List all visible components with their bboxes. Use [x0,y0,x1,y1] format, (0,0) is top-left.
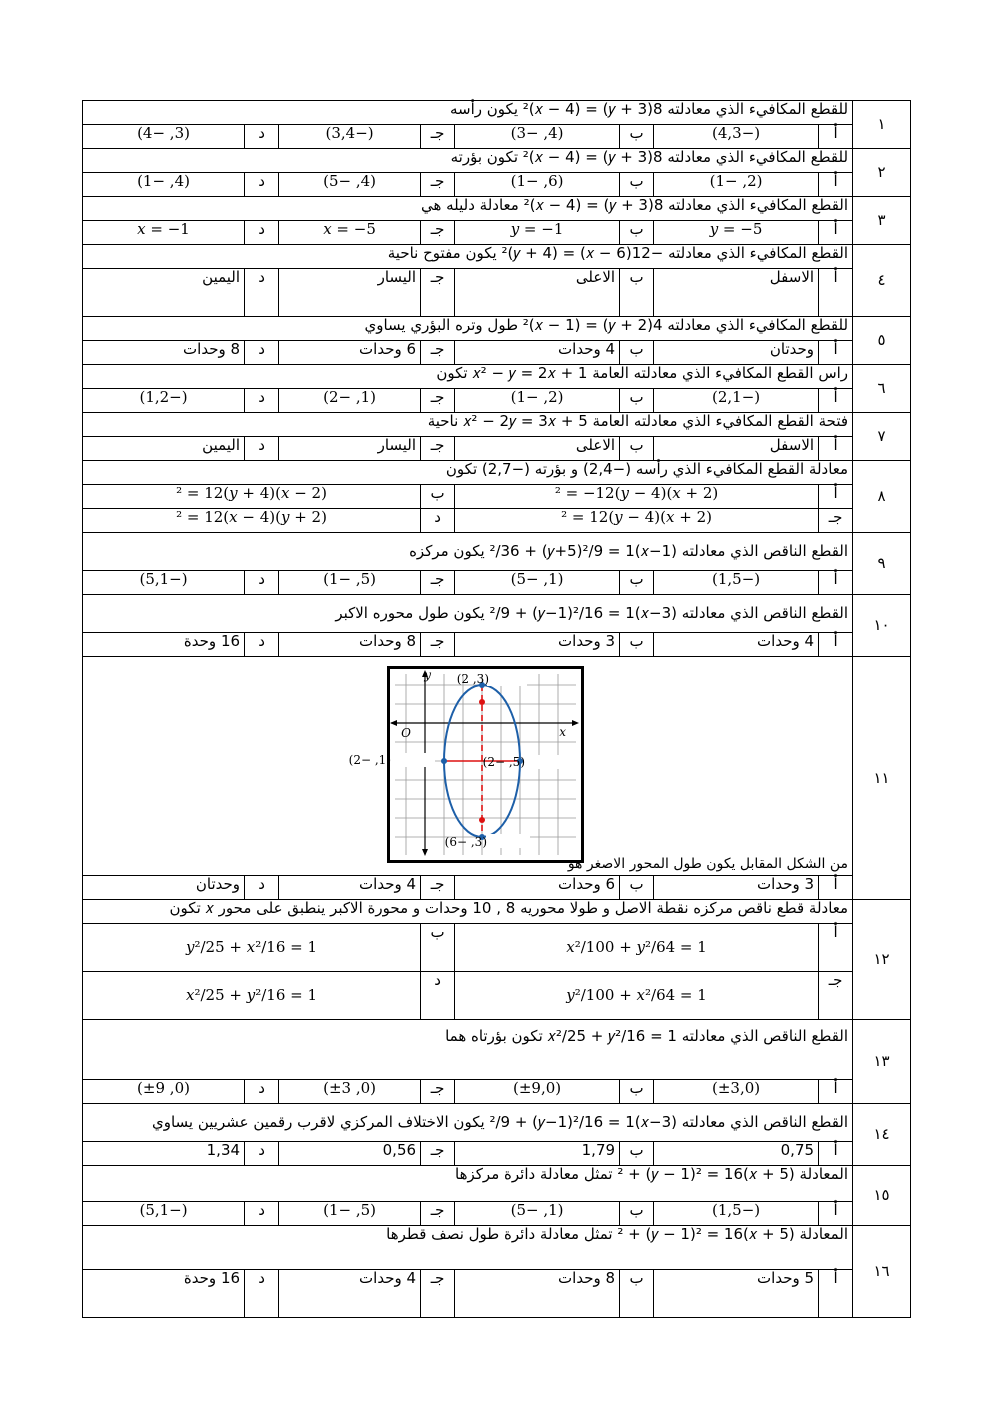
option-label-b: ب [620,341,654,365]
option-a[interactable]: (−1,5) [654,571,819,595]
option-label-b: ب [620,1202,654,1226]
question-text: القطع الناقص الذي معادلته (𝑥−3)²/9 + (𝑦−1)²/16 = 1 يكون الاختلاف المركزي لاقرب رقمين عشريين يساوي [83,1104,853,1142]
option-d[interactable]: (0, ±9) [83,1080,245,1104]
option-label-b: ب [620,221,654,245]
question-number: ٢ [853,149,911,197]
question-number: ١٦ [853,1226,911,1318]
option-c[interactable]: 6 وحدات [279,341,421,365]
option-label-b: ب [620,269,654,317]
option-b[interactable]: 8 وحدات [455,1270,620,1318]
question-number: ٤ [853,245,911,317]
option-b[interactable]: 3 وحدات [455,633,620,657]
option-a[interactable]: الاسفل [654,269,819,317]
option-b[interactable]: (6, −1) [455,173,620,197]
option-c[interactable]: 4 وحدات [279,876,421,900]
options-row [83,341,911,365]
option-label-a: أ [819,173,853,197]
option-a[interactable]: (±3,0) [654,1080,819,1104]
question-number: ١١ [853,657,911,900]
option-label-d: د [245,633,279,657]
option-label-a: أ [819,571,853,595]
question-number: ٣ [853,197,911,245]
question-number: ٦ [853,365,911,413]
option-label-b: ب [620,173,654,197]
y-axis-label: y [424,668,431,682]
option-label-c: جـ [421,221,455,245]
option-b[interactable]: 𝑦²/25 + 𝑥²/16 = 1 [83,924,421,972]
option-d[interactable]: 16 وحدة [83,1270,245,1318]
option-a[interactable]: 𝑦 = −5 [654,221,819,245]
question-number: ١٥ [853,1166,911,1226]
options-row [83,571,911,595]
option-label-d: د [245,389,279,413]
option-c[interactable]: (−3,4) [279,125,421,149]
graph-cell [83,657,853,876]
question-number: ٩ [853,533,911,595]
question-number: ٥ [853,317,911,365]
option-label-d: د [245,173,279,197]
option-label-b: ب [620,633,654,657]
option-c[interactable]: (5, −1) [279,1202,421,1226]
option-label-b: ب [620,125,654,149]
option-d[interactable]: 1,34 [83,1142,245,1166]
option-b[interactable]: 6 وحدات [455,876,620,900]
option-b[interactable]: (𝑥 − 2)² = 12(𝑦 + 4) [83,485,421,509]
option-label-d: د [245,341,279,365]
options-row [83,924,911,972]
option-d[interactable]: (−1,2) [83,389,245,413]
question-text: القطع المكافيء الذي معادلته −12(𝑥 − 6) = (𝑦 + 4)² يكون مفتوح ناحية [83,245,853,269]
option-d[interactable]: اليمين [83,437,245,461]
option-d[interactable]: 𝑥²/25 + 𝑦²/16 = 1 [83,972,421,1020]
options-row [83,269,911,317]
question-text: معادلة القطع المكافيء الذي رأسه (−2,4) و بؤرته (−2,7) تكون [83,461,853,485]
option-label-c: جـ [421,1142,455,1166]
option-b[interactable]: (4, −3) [455,125,620,149]
option-b[interactable]: 𝑦 = −1 [455,221,620,245]
option-label-c: جـ [421,1202,455,1226]
option-label-c: جـ [819,972,853,1020]
option-label-d: د [245,221,279,245]
option-label-c: جـ [421,125,455,149]
options-row [83,1080,911,1104]
options-row [83,972,911,1020]
options-row [83,876,911,900]
option-label-a: أ [819,924,853,972]
option-label-c: جـ [421,389,455,413]
option-c[interactable]: 4 وحدات [279,1270,421,1318]
question-text: القطع الناقص الذي معادلته (𝑥−1)²/36 + (𝑦+5)²/9 = 1 يكون مركزه [83,533,853,571]
option-a[interactable]: (2, −1) [654,173,819,197]
question-text: القطع الناقص الذي معادلته 𝑥²/25 + 𝑦²/16 = 1 تكون بؤرتاه هما [83,1020,853,1080]
option-label-b: ب [620,389,654,413]
option-a[interactable]: (−1,5) [654,1202,819,1226]
option-label-c: جـ [421,571,455,595]
option-d[interactable]: (4, −1) [83,173,245,197]
question-number: ١٢ [853,900,911,1020]
option-label-a: أ [819,389,853,413]
options-row [83,437,911,461]
options-row [83,633,911,657]
option-a[interactable]: (−4,3) [654,125,819,149]
option-a[interactable]: 4 وحدات [654,633,819,657]
option-c[interactable]: (1, −2) [279,389,421,413]
origin-label: O [401,726,411,740]
option-label-c: جـ [421,1080,455,1104]
option-a[interactable]: (𝑥 + 2)² = −12(𝑦 − 4) [455,485,819,509]
option-label-d: د [245,876,279,900]
option-label-b: ب [620,437,654,461]
option-b[interactable]: الاعلى [455,269,620,317]
option-c[interactable]: (0, ±3) [279,1080,421,1104]
option-d[interactable]: 8 وحدات [83,341,245,365]
options-row [83,485,911,509]
option-c[interactable]: (5, −1) [279,571,421,595]
options-row [83,1202,911,1226]
option-label-a: أ [819,1202,853,1226]
option-label-b: ب [421,924,455,972]
question-text: من الشكل المقابل يكون طول المحور الاصغر هو [567,856,849,872]
question-text: معادلة قطع ناقص مركزه نقطة الاصل و طولا محوريه 8 , 10 وحدات و محورة الاكبر ينطبق على محور 𝑥 تكون [83,900,853,924]
question-number: ١٤ [853,1104,911,1166]
option-d[interactable]: وحدتان [83,876,245,900]
option-c[interactable]: (𝑥 + 2)² = 12(𝑦 − 4) [455,509,819,533]
option-d[interactable]: 𝑥 = −1 [83,221,245,245]
option-d[interactable]: 16 وحدة [83,633,245,657]
option-a[interactable]: 𝑥²/100 + 𝑦²/64 = 1 [455,924,819,972]
question-number: ١٣ [853,1020,911,1104]
options-row [83,1142,911,1166]
point-left-label: (1, −2) [348,753,391,767]
option-c[interactable]: 𝑦²/100 + 𝑥²/64 = 1 [455,972,819,1020]
option-label-a: أ [819,633,853,657]
option-label-a: أ [819,221,853,245]
options-row [83,173,911,197]
option-label-d: د [421,509,455,533]
question-number: ٨ [853,461,911,533]
option-a[interactable]: وحدتان [654,341,819,365]
option-b[interactable]: (1, −5) [455,1202,620,1226]
option-label-c: جـ [421,269,455,317]
option-label-c: جـ [421,633,455,657]
point-top-label: (3, 2) [456,672,489,686]
option-label-b: ب [620,1080,654,1104]
option-label-c: جـ [421,341,455,365]
option-c[interactable]: اليسار [279,437,421,461]
option-a[interactable]: 0,75 [654,1142,819,1166]
options-row [83,125,911,149]
option-b[interactable]: الاعلى [455,437,620,461]
focus-top-point [479,699,485,705]
option-label-c: جـ [421,1270,455,1318]
option-label-d: د [421,972,455,1020]
option-label-a: أ [819,125,853,149]
x-axis-label: x [559,725,566,739]
option-d[interactable]: (3, −4) [83,125,245,149]
option-label-a: أ [819,341,853,365]
option-d[interactable]: اليمين [83,269,245,317]
option-label-c: جـ [421,173,455,197]
option-c[interactable]: اليسار [279,269,421,317]
option-c[interactable]: (4, −5) [279,173,421,197]
point-right-label: (5, −2) [482,755,525,769]
options-row [83,221,911,245]
option-b[interactable]: (±9,0) [455,1080,620,1104]
option-label-d: د [245,1270,279,1318]
option-b[interactable]: (1, −5) [455,571,620,595]
question-text: للقطع المكافيء الذي معادلته 4(𝑦 + 2) = (𝑥 − 1)² طول وتره البؤري يساوي [83,317,853,341]
focus-bottom-point [479,817,485,823]
option-label-a: أ [819,876,853,900]
covertex-left-point [441,758,447,764]
option-label-a: أ [819,1142,853,1166]
option-a[interactable]: 5 وحدات [654,1270,819,1318]
option-label-b: ب [620,1142,654,1166]
option-b[interactable]: 1,79 [455,1142,620,1166]
question-number: ٧ [853,413,911,461]
question-number: ١٠ [853,595,911,657]
options-row [83,1270,911,1318]
option-label-c: جـ [421,876,455,900]
option-c[interactable]: 0,56 [279,1142,421,1166]
option-label-a: أ [819,485,853,509]
question-text: راس القطع المكافيء الذي معادلته العامة 𝑥² − 𝑦 = 2𝑥 + 1 تكون [83,365,853,389]
option-a[interactable]: 3 وحدات [654,876,819,900]
option-label-b: ب [620,1270,654,1318]
option-label-c: جـ [819,509,853,533]
option-label-b: ب [620,876,654,900]
option-label-b: ب [421,485,455,509]
options-row [83,509,911,533]
question-text: فتحة القطع المكافيء الذي معادلته العامة 𝑥² − 2𝑦 = 3𝑥 + 5 ناحية [83,413,853,437]
option-label-a: أ [819,437,853,461]
option-label-d: د [245,1142,279,1166]
option-b[interactable]: 4 وحدات [455,341,620,365]
options-row [83,389,911,413]
option-d[interactable]: (−5,1) [83,1202,245,1226]
option-c[interactable]: 𝑥 = −5 [279,221,421,245]
option-label-d: د [245,437,279,461]
option-label-d: د [245,125,279,149]
option-d[interactable]: (𝑦 + 2)² = 12(𝑥 − 4) [83,509,421,533]
option-label-d: د [245,269,279,317]
option-label-c: جـ [421,437,455,461]
question-text: القطع الناقص الذي معادلته (𝑥−3)²/9 + (𝑦−1)²/16 = 1 يكون طول محوره الاكبر [83,595,853,633]
question-text: للقطع المكافيء الذي معادلته 8(𝑦 + 3) = (𝑥 − 4)² تكون بؤرته [83,149,853,173]
option-label-a: أ [819,1080,853,1104]
questions-table [82,100,911,1318]
question-text: المعادلة (𝑥 + 5)² + (𝑦 − 1)² = 16 تمثل معادلة دائرة مركزها [83,1166,853,1202]
option-a[interactable]: الاسفل [654,437,819,461]
option-b[interactable]: (2, −1) [455,389,620,413]
option-label-b: ب [620,571,654,595]
option-label-a: أ [819,1270,853,1318]
option-d[interactable]: (−5,1) [83,571,245,595]
question-number: ١ [853,101,911,149]
option-label-a: أ [819,269,853,317]
ellipse-graph [348,666,584,863]
question-text: المعادلة (𝑥 + 5)² + (𝑦 − 1)² = 16 تمثل معادلة دائرة طول نصف قطرها [83,1226,853,1270]
option-a[interactable]: (−2,1) [654,389,819,413]
option-c[interactable]: 8 وحدات [279,633,421,657]
question-text: للقطع المكافيء الذي معادلته 8(𝑦 + 3) = (𝑥 − 4)² يكون رأسه [83,101,853,125]
question-text: القطع المكافيء الذي معادلته 8(𝑦 + 3) = (𝑥 − 4)² معادلة دليله هي [83,197,853,221]
option-label-d: د [245,1202,279,1226]
option-label-d: د [245,571,279,595]
point-bottom-label: (3, −6) [444,835,487,849]
option-label-d: د [245,1080,279,1104]
